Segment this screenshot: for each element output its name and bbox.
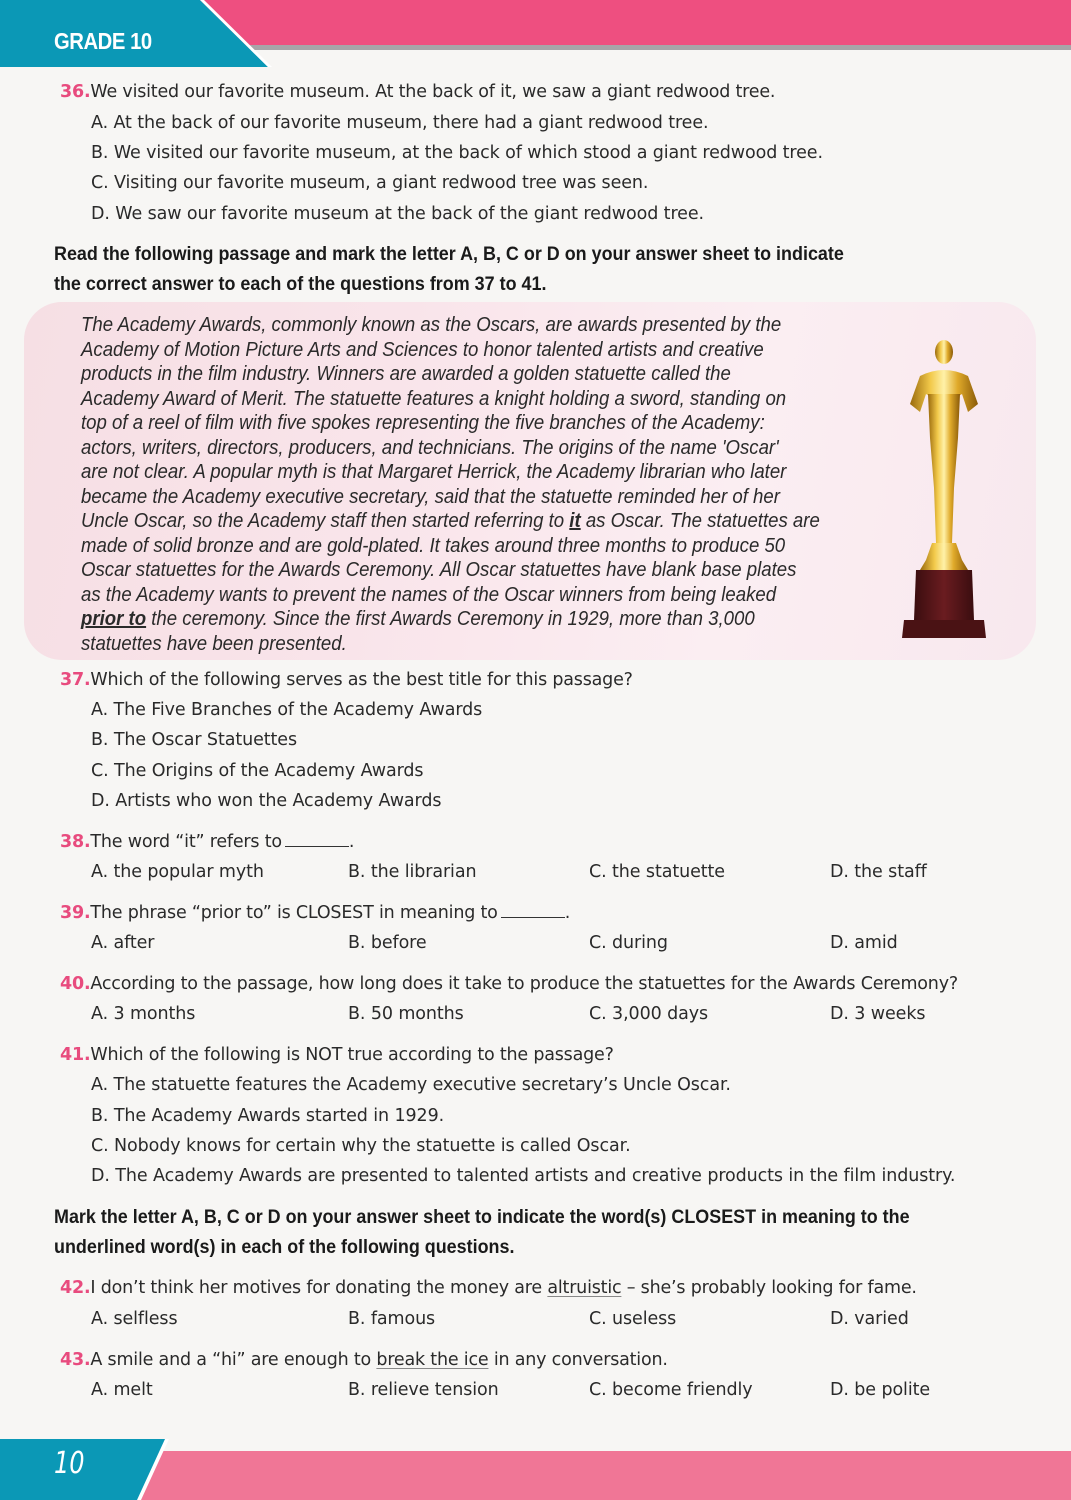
passage-line: Academy Award of Merit. The statuette features a knight holding a sword, standing on [81, 387, 787, 410]
q36-option-a[interactable]: A. At the back of our favorite museum, there had a giant redwood tree. [91, 113, 709, 133]
highlighted-word-it: it [569, 510, 581, 532]
grade-label: GRADE 10 [54, 28, 152, 54]
passage-line: made of solid bronze and are gold-plated. It takes around three months to produce 50 [81, 534, 786, 557]
question-text: I don’t think her motives for donating the money are [90, 1278, 548, 1298]
q42-option-b[interactable]: B. famous [348, 1309, 436, 1329]
question-43 [60, 1349, 668, 1371]
passage-line: top of a reel of film with five spokes representing the five branches of the Academy: [81, 412, 765, 434]
page-number: 10 [54, 1446, 85, 1481]
reading-instruction-line-1: Read the following passage and mark the letter A, B, C or D on your answer sheet to indicate [54, 243, 844, 265]
passage-line: statuettes have been presented. [81, 632, 347, 655]
question-text: Which of the following serves as the best title for this passage? [90, 670, 633, 690]
underlined-phrase: break the ice [376, 1350, 489, 1370]
question-40 [60, 973, 958, 995]
question-39: 39.The phrase “prior to” is CLOSEST in meaning to . [60, 903, 571, 923]
reading-instruction-line-2: the correct answer to each of the questions from 37 to 41. [54, 273, 547, 295]
passage-line: became the Academy executive secretary, said that the statuette reminded her of her [81, 485, 780, 508]
q39-option-d[interactable]: D. amid [830, 933, 898, 953]
question-number: 39. [60, 903, 91, 923]
question-number: 37. [60, 670, 91, 690]
q40-option-c[interactable]: C. 3,000 days [589, 1004, 709, 1024]
question-text: The phrase “prior to” is CLOSEST in meaning to [90, 903, 498, 923]
q42-option-c[interactable]: C. useless [589, 1309, 677, 1329]
question-text: A smile and a “hi” are enough to [90, 1350, 377, 1370]
passage-line: Academy of Motion Picture Arts and Sciences to honor talented artists and creative [81, 338, 764, 361]
q39-option-c[interactable]: C. during [589, 933, 668, 953]
question-38: 38.The word “it” refers to . [60, 832, 355, 852]
q37-option-c[interactable]: C. The Origins of the Academy Awards [91, 761, 424, 781]
passage-text: the ceremony. Since the first Awards Ceremony in 1929, more than 3,000 [146, 608, 755, 630]
q41-option-d[interactable]: D. The Academy Awards are presented to talented artists and creative products in the film industry. [91, 1166, 956, 1186]
question-text: We visited our favorite museum. At the back of it, we saw a giant redwood tree. [90, 82, 776, 102]
question-text: The word “it” refers to [90, 832, 282, 852]
answer-blank [501, 904, 565, 918]
closest-instruction-line-2: underlined word(s) in each of the following questions. [54, 1236, 515, 1258]
passage-line: actors, writers, directors, producers, and technicians. The origins of the name 'Oscar' [81, 436, 779, 459]
passage-line: The Academy Awards, commonly known as the Oscars, are awards presented by the [81, 314, 782, 336]
passage-text: Uncle Oscar, so the Academy staff then started referring to [81, 510, 570, 532]
question-41 [60, 1044, 614, 1066]
q41-option-a[interactable]: A. The statuette features the Academy executive secretary’s Uncle Oscar. [91, 1075, 731, 1095]
passage-line: Oscar statuettes for the Awards Ceremony. All Oscar statuettes have blank base plates [81, 559, 797, 581]
question-text: in any conversation. [488, 1350, 668, 1370]
question-number: 41. [60, 1045, 91, 1065]
q43-option-a[interactable]: A. melt [91, 1380, 153, 1400]
passage-line: are not clear. A popular myth is that Margaret Herrick, the Academy librarian who later [81, 461, 787, 483]
question-42 [60, 1277, 917, 1299]
q40-option-b[interactable]: B. 50 months [348, 1004, 464, 1024]
question-number: 40. [60, 974, 91, 994]
q41-option-b[interactable]: B. The Academy Awards started in 1929. [91, 1106, 445, 1126]
question-text: Which of the following is NOT true according to the passage? [90, 1045, 614, 1065]
question-text: – she’s probably looking for fame. [621, 1278, 917, 1298]
question-37 [60, 669, 633, 691]
question-text: According to the passage, how long does it take to produce the statuettes for the Awards Ceremony? [90, 974, 958, 994]
q36-option-d[interactable]: D. We saw our favorite museum at the back of the giant redwood tree. [91, 204, 704, 224]
q38-option-d[interactable]: D. the staff [830, 862, 927, 882]
q38-option-a[interactable]: A. the popular myth [91, 862, 264, 882]
q40-option-d[interactable]: D. 3 weeks [830, 1004, 926, 1024]
q36-option-b[interactable]: B. We visited our favorite museum, at the back of which stood a giant redwood tree. [91, 143, 823, 163]
q43-option-c[interactable]: C. become friendly [589, 1380, 753, 1400]
q37-option-d[interactable]: D. Artists who won the Academy Awards [91, 791, 442, 811]
question-number: 38. [60, 832, 91, 852]
footer-pink-band [140, 1451, 1071, 1500]
q42-option-a[interactable]: A. selfless [91, 1309, 178, 1329]
reading-passage [81, 313, 881, 656]
q37-option-b[interactable]: B. The Oscar Statuettes [91, 730, 297, 750]
passage-text: as Oscar. The statuettes are [580, 510, 820, 532]
highlighted-phrase-prior-to: prior to [81, 608, 147, 630]
question-number: 42. [60, 1278, 91, 1298]
question-36 [60, 81, 775, 103]
question-number: 36. [60, 82, 91, 102]
passage-line [81, 607, 825, 632]
passage-line: as the Academy wants to prevent the names of the Oscar winners from being leaked [81, 583, 777, 606]
q38-option-c[interactable]: C. the statuette [589, 862, 725, 882]
header-pink-band [200, 0, 1071, 50]
passage-line [81, 509, 825, 534]
q42-option-d[interactable]: D. varied [830, 1309, 909, 1329]
q43-option-b[interactable]: B. relieve tension [348, 1380, 499, 1400]
q43-option-d[interactable]: D. be polite [830, 1380, 931, 1400]
q38-option-b[interactable]: B. the librarian [348, 862, 477, 882]
passage-line: products in the film industry. Winners are awarded a golden statuette called the [81, 363, 731, 385]
q37-option-a[interactable]: A. The Five Branches of the Academy Awards [91, 700, 483, 720]
q40-option-a[interactable]: A. 3 months [91, 1004, 196, 1024]
answer-blank [285, 833, 349, 847]
closest-instruction-line-1: Mark the letter A, B, C or D on your answer sheet to indicate the word(s) CLOSEST in meaning to the [54, 1206, 910, 1228]
question-number: 43. [60, 1350, 91, 1370]
q39-option-b[interactable]: B. before [348, 933, 427, 953]
oscar-statuette-image [882, 338, 1007, 643]
q36-option-c[interactable]: C. Visiting our favorite museum, a giant redwood tree was seen. [91, 173, 649, 193]
underlined-word: altruistic [547, 1278, 622, 1298]
q41-option-c[interactable]: C. Nobody knows for certain why the statuette is called Oscar. [91, 1136, 631, 1156]
q39-option-a[interactable]: A. after [91, 933, 155, 953]
